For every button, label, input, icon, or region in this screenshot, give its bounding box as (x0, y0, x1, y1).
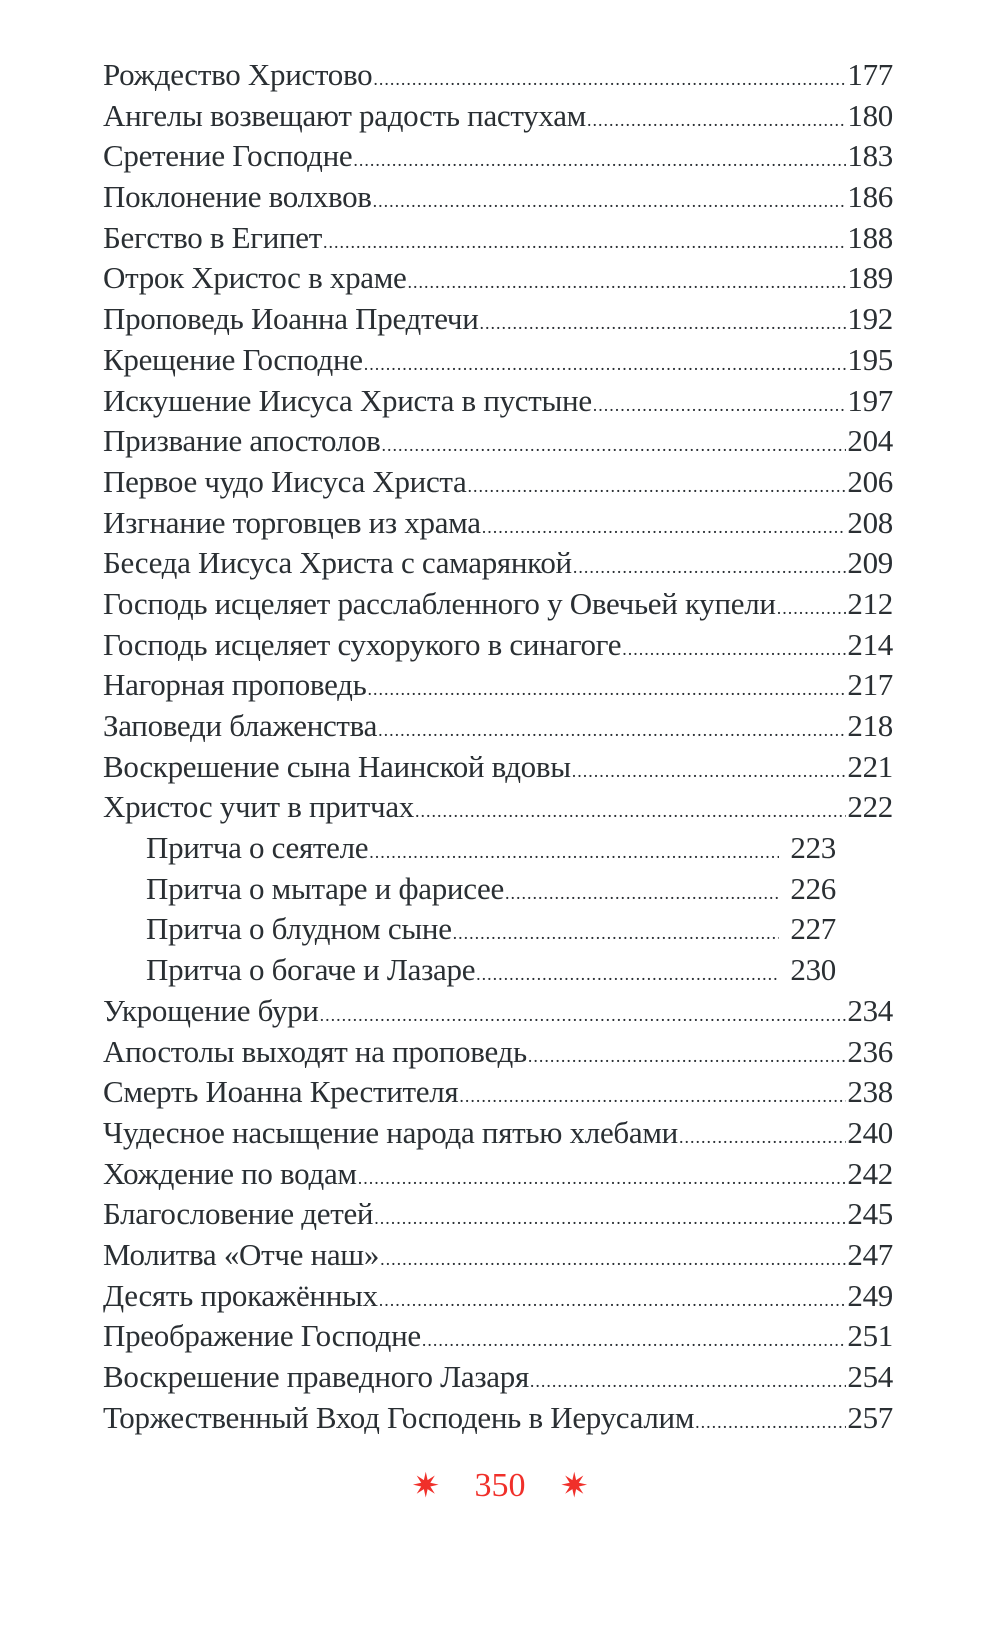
entry-page: 177 (847, 57, 893, 92)
entry-title: Преображение Господне (103, 1318, 421, 1354)
entry-page: 192 (847, 301, 893, 337)
entry-page: 209 (847, 545, 893, 581)
entry-title: Бегство в Египет (103, 219, 322, 255)
entry-page: 197 (847, 382, 893, 418)
toc-entry (103, 625, 893, 666)
dot-leader (453, 913, 780, 954)
entry-title: Рождество Христово (103, 57, 373, 92)
entry-page: 188 (847, 219, 893, 255)
entry-title: Притча о богаче и Лазаре (146, 952, 476, 988)
entry-title: Воскрешение сына Наинской вдовы (103, 748, 571, 784)
entry-title: Апостолы выходят на проповедь (103, 1033, 527, 1069)
toc-entry (103, 1357, 893, 1398)
dot-leader (777, 588, 847, 629)
entry-title: Проповедь Иоанна Предтечи (103, 301, 479, 337)
entry-page: 180 (847, 97, 893, 133)
toc-entry (103, 1316, 893, 1357)
dot-leader (369, 832, 779, 873)
toc-entry (103, 1113, 893, 1154)
entry-page: 195 (847, 341, 893, 377)
dot-leader (353, 140, 846, 181)
toc-entry (103, 381, 893, 422)
entry-page: 238 (847, 1074, 893, 1110)
dot-leader (415, 791, 846, 832)
entry-title: Заповеди блаженства (103, 708, 378, 743)
toc-entry (103, 136, 893, 177)
entry-page: 226 (790, 870, 836, 906)
dot-leader (379, 1280, 847, 1321)
dot-leader (505, 873, 779, 914)
toc-entry (103, 258, 893, 299)
entry-page: 223 (790, 830, 836, 866)
toc-entry (103, 1194, 893, 1235)
dot-leader (374, 1198, 846, 1239)
dot-leader (572, 751, 847, 792)
star-ornament-icon: ✷ (411, 1468, 440, 1506)
toc-entry (103, 503, 893, 544)
entry-title: Ангелы возвещают радость пастухам (103, 97, 586, 133)
toc-entry (103, 421, 893, 462)
toc-entry (103, 1032, 893, 1073)
toc-subentry (103, 909, 836, 950)
entry-title: Молитва «Отче наш» (103, 1236, 380, 1272)
dot-leader (408, 262, 847, 303)
toc-entry (103, 584, 893, 625)
entry-title: Искушение Иисуса Христа в пустыне (103, 382, 592, 418)
entry-title: Христос учит в притчах (103, 789, 414, 825)
entry-title: Торжественный Вход Господень в Иерусалим (103, 1399, 695, 1435)
entry-page: 206 (847, 463, 893, 499)
entry-page: 204 (847, 423, 893, 459)
dot-leader (382, 425, 847, 466)
entry-title: Десять прокажённых (103, 1277, 378, 1313)
entry-page: 247 (847, 1236, 893, 1272)
dot-leader (320, 995, 847, 1036)
entry-title: Нагорная проповедь (103, 667, 367, 703)
entry-page: 214 (847, 626, 893, 662)
entry-page: 257 (847, 1399, 893, 1435)
dot-leader (679, 1117, 846, 1158)
entry-title: Чудесное насыщение народа пятью хлебами (103, 1114, 678, 1150)
dot-leader (622, 629, 846, 670)
dot-leader (323, 222, 846, 263)
entry-page: 183 (847, 138, 893, 174)
toc-entry (103, 1398, 893, 1439)
toc-entry (103, 462, 893, 503)
dot-leader (358, 1158, 847, 1199)
toc-entry (103, 665, 893, 706)
entry-title: Притча о мытаре и фарисее (146, 870, 504, 906)
toc-entry (103, 55, 893, 96)
dot-leader (378, 710, 846, 751)
entry-title: Укрощение бури (103, 992, 319, 1028)
entry-title: Первое чудо Иисуса Христа (103, 463, 467, 499)
dot-leader (476, 954, 779, 995)
dot-leader (593, 385, 847, 426)
dot-leader (373, 59, 846, 100)
entry-page: 217 (847, 667, 893, 703)
entry-title: Отрок Христос в храме (103, 260, 407, 296)
entry-title: Воскрешение праведного Лазаря (103, 1359, 529, 1394)
page-footer (0, 1465, 1000, 1506)
dot-leader (364, 344, 847, 385)
entry-page: 242 (847, 1155, 893, 1191)
toc-entry (103, 96, 893, 137)
entry-page: 251 (847, 1318, 893, 1354)
entry-page: 234 (847, 992, 893, 1028)
page-number: 350 (474, 1467, 526, 1505)
toc-entry (103, 706, 893, 747)
entry-page: 186 (847, 179, 893, 215)
dot-leader (468, 466, 847, 507)
toc-entry (103, 747, 893, 788)
entry-page: 230 (790, 952, 836, 988)
dot-leader (573, 547, 847, 588)
entry-page: 254 (847, 1359, 893, 1394)
entry-title: Поклонение волхвов (103, 179, 372, 215)
entry-title: Сретение Господне (103, 138, 353, 174)
dot-leader (459, 1076, 846, 1117)
dot-leader (695, 1402, 846, 1443)
toc-subentry (103, 828, 836, 869)
dot-leader (587, 100, 846, 141)
entry-page: 240 (847, 1114, 893, 1150)
entry-title: Благословение детей (103, 1196, 374, 1232)
entry-page: 218 (847, 708, 893, 743)
toc-entry (103, 543, 893, 584)
entry-page: 221 (847, 748, 893, 784)
entry-title: Господь исцеляет сухорукого в синагоге (103, 626, 622, 662)
entry-page: 236 (847, 1033, 893, 1069)
entry-page: 212 (847, 585, 893, 621)
entry-title: Хождение по водам (103, 1155, 357, 1191)
toc-subentry (103, 869, 836, 910)
star-ornament-icon: ✷ (560, 1468, 589, 1506)
toc-entry (103, 177, 893, 218)
dot-leader (373, 181, 847, 222)
entry-title: Смерть Иоанна Крестителя (103, 1074, 459, 1110)
entry-page: 222 (847, 789, 893, 825)
dot-leader (367, 669, 846, 710)
entry-page: 227 (790, 911, 836, 947)
toc-entry (103, 340, 893, 381)
entry-title: Беседа Иисуса Христа с самарянкой (103, 545, 572, 581)
toc-entry (103, 1072, 893, 1113)
toc-entry (103, 218, 893, 259)
dot-leader (528, 1036, 847, 1077)
dot-leader (480, 303, 847, 344)
dot-leader (422, 1320, 847, 1361)
entry-page: 249 (847, 1277, 893, 1313)
entry-title: Призвание апостолов (103, 423, 381, 459)
table-of-contents (103, 55, 893, 1438)
entry-title: Изгнание торговцев из храма (103, 504, 481, 540)
toc-entry (103, 991, 893, 1032)
toc-entry (103, 1154, 893, 1195)
dot-leader (530, 1361, 846, 1402)
entry-page: 245 (847, 1196, 893, 1232)
toc-subentry (103, 950, 836, 991)
toc-entry (103, 1276, 893, 1317)
entry-title: Притча о блудном сыне (146, 911, 452, 947)
toc-entry (103, 1235, 893, 1276)
entry-title: Притча о сеятеле (146, 830, 369, 866)
entry-page: 189 (847, 260, 893, 296)
dot-leader (380, 1239, 846, 1280)
entry-title: Крещение Господне (103, 341, 363, 377)
entry-page: 208 (847, 504, 893, 540)
toc-entry (103, 787, 893, 828)
dot-leader (482, 507, 847, 548)
entry-title: Господь исцеляет расслабленного у Овечьей купели (103, 585, 776, 621)
toc-entry (103, 299, 893, 340)
